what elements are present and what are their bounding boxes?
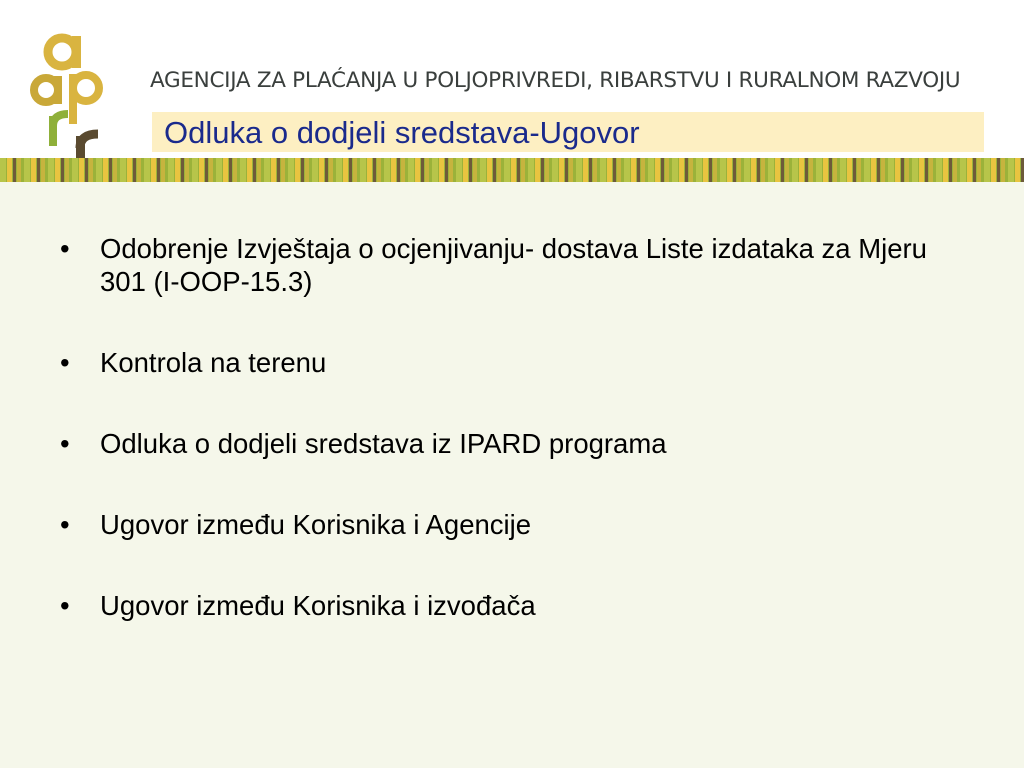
list-item-text: Odobrenje Izvještaja o ocjenjivanju- dostava Liste izdataka za Mjeru 301 (I-OOP-15.3) bbox=[100, 233, 927, 297]
decorative-stripe bbox=[0, 158, 1024, 182]
agency-name: AGENCIJA ZA PLAĆANJA U POLJOPRIVREDI, RIBARSTVU I RURALNOM RAZVOJU bbox=[150, 68, 961, 93]
list-item bbox=[58, 346, 978, 379]
bullet-icon: • bbox=[60, 428, 70, 459]
list-item bbox=[58, 508, 978, 541]
list-item-text: Ugovor između Korisnika i izvođača bbox=[100, 590, 536, 621]
list-item-text: Odluka o dodjeli sredstava iz IPARD programa bbox=[100, 428, 667, 459]
bullet-list bbox=[58, 232, 978, 622]
list-item bbox=[58, 427, 978, 460]
list-item-text: Ugovor između Korisnika i Agencije bbox=[100, 509, 532, 540]
list-item bbox=[58, 232, 978, 298]
list-item bbox=[58, 589, 978, 622]
slide-title: Odluka o dodjeli sredstava-Ugovor bbox=[164, 115, 640, 150]
bullet-icon: • bbox=[60, 590, 70, 621]
bullet-icon: • bbox=[60, 233, 70, 264]
slide-header bbox=[0, 0, 1024, 158]
list-item-text: Kontrola na terenu bbox=[100, 347, 327, 378]
bullet-icon: • bbox=[60, 509, 70, 540]
bullet-icon: • bbox=[60, 347, 70, 378]
title-bar bbox=[152, 112, 984, 152]
